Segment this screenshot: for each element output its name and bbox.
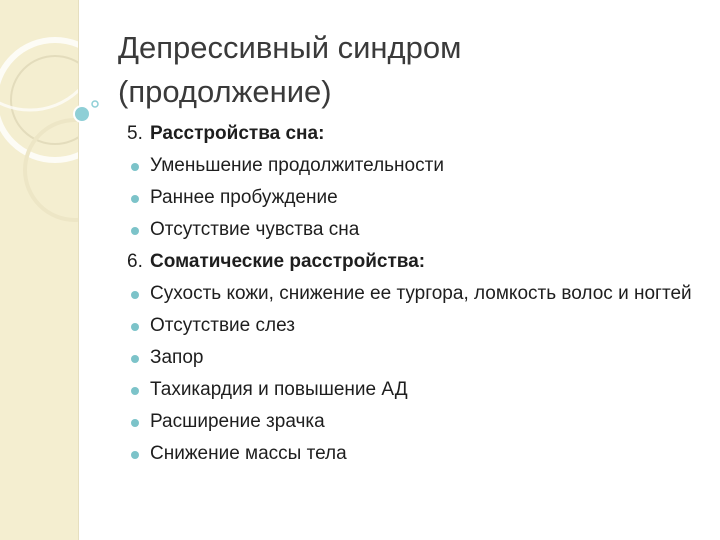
- list-item: Тахикардия и повышение АД: [128, 374, 708, 406]
- list-item: Запор: [128, 342, 708, 374]
- list-item: Отсутствие чувства сна: [128, 214, 708, 246]
- bullet-orb-icon: [68, 96, 102, 130]
- bullet-dot-icon: [131, 355, 139, 363]
- section-number: 5.: [127, 123, 143, 144]
- decorative-side-panel: [0, 0, 79, 540]
- section-number: 6.: [127, 251, 143, 272]
- slide-title: [118, 26, 698, 114]
- bullet-dot-icon: [131, 195, 139, 203]
- slide-content: [128, 118, 708, 470]
- title-line-1: Депрессивный синдром: [118, 30, 462, 65]
- bullet-dot-icon: [131, 227, 139, 235]
- bullet-dot-icon: [131, 163, 139, 171]
- list-item: Раннее пробуждение: [128, 182, 708, 214]
- bullet-dot-icon: [131, 387, 139, 395]
- section-heading: Соматические расстройства:: [150, 251, 426, 272]
- list-item: Уменьшение продолжительности: [128, 150, 708, 182]
- section-heading: Расстройства сна:: [150, 123, 325, 144]
- list-item: Сухость кожи, снижение ее тургора, ломкость волос и ногтей: [128, 278, 708, 310]
- list-item: Снижение массы тела: [128, 438, 708, 470]
- bullet-dot-icon: [131, 451, 139, 459]
- list-item: Расширение зрачка: [128, 406, 708, 438]
- bullet-dot-icon: [131, 419, 139, 427]
- circles-decoration-icon: [0, 0, 78, 540]
- bullet-dot-icon: [131, 291, 139, 299]
- section-5-heading: [128, 118, 708, 150]
- bullet-dot-icon: [131, 323, 139, 331]
- title-line-2: (продолжение): [118, 74, 332, 109]
- section-6-heading: [128, 246, 708, 278]
- list-item: Отсутствие слез: [128, 310, 708, 342]
